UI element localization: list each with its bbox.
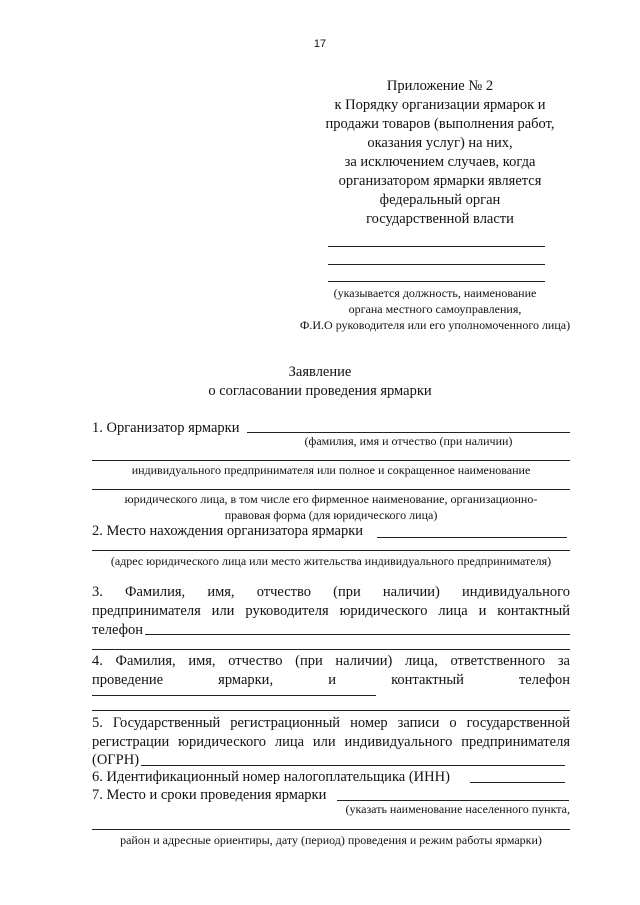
appendix-line: продажи товаров (выполнения работ, xyxy=(325,116,555,132)
note-line: юридического лица, в том числе его фирменное наименование, организационно- xyxy=(124,492,538,506)
item-2-label: 2. Место нахождения организатора ярмарки xyxy=(92,523,364,539)
item-3-field-2[interactable] xyxy=(92,649,570,650)
title-line: Заявление xyxy=(288,364,352,380)
item-5-field[interactable] xyxy=(141,765,565,766)
item-5-line: 5. Государственный регистрационный номер записи о государственной xyxy=(92,715,570,731)
item-3-field[interactable] xyxy=(145,634,570,635)
note-line: органа местного самоуправления, xyxy=(348,302,522,316)
addressee-note xyxy=(250,285,620,333)
item-4-field[interactable] xyxy=(92,695,376,696)
item-1-note: (фамилия, имя и отчество (при наличии) xyxy=(304,434,513,448)
item-1-note xyxy=(92,491,570,523)
item-7-label: 7. Место и сроки проведения ярмарки xyxy=(92,787,327,803)
item-5-line: (ОГРН) xyxy=(92,752,140,768)
addressee-line[interactable] xyxy=(328,281,545,282)
item-6-label: 6. Идентификационный номер налогоплательщика (ИНН) xyxy=(92,769,450,785)
title-line: о согласовании проведения ярмарки xyxy=(208,383,432,399)
note-line: правовая форма (для юридического лица) xyxy=(224,508,438,522)
item-4-field-2[interactable] xyxy=(92,710,570,711)
item-4-line: 4. Фамилия, имя, отчество (при наличии) лица, ответственного за xyxy=(92,653,570,669)
appendix-line: за исключением случаев, когда xyxy=(344,154,536,170)
appendix-line: организатором ярмарки является xyxy=(338,173,542,189)
item-5-line: регистрации юридического лица или индивидуального предпринимателя xyxy=(92,734,570,750)
appendix-header xyxy=(315,77,565,229)
appendix-line: оказания услуг) на них, xyxy=(367,135,513,151)
item-3-line: телефон xyxy=(92,622,144,638)
item-2-note: (адрес юридического лица или место жительства индивидуального предпринимателя) xyxy=(110,554,552,568)
appendix-line: федеральный орган xyxy=(379,192,501,208)
addressee-line[interactable] xyxy=(328,264,545,265)
item-3-line: предпринимателя или руководителя юридического лица и контактный xyxy=(92,603,570,619)
item-1-field-2[interactable] xyxy=(92,460,570,461)
page-number: 17 xyxy=(313,38,327,50)
item-2-field-2[interactable] xyxy=(92,550,570,551)
item-7-field-2[interactable] xyxy=(92,829,570,830)
item-1-label: 1. Организатор ярмарки xyxy=(92,420,240,436)
item-1-field-3[interactable] xyxy=(92,489,570,490)
item-4-line: проведение ярмарки, и контактный телефон xyxy=(92,672,570,688)
appendix-line: государственной власти xyxy=(366,211,514,227)
note-line: Ф.И.О руководителя или его уполномоченного лица) xyxy=(299,318,571,332)
item-3-line: 3. Фамилия, имя, отчество (при наличии) индивидуального xyxy=(92,584,570,600)
appendix-line: к Порядку организации ярмарок и xyxy=(334,97,546,113)
item-7-note: (указать наименование населенного пункта, xyxy=(345,802,570,816)
appendix-line: Приложение № 2 xyxy=(386,78,494,94)
document-title xyxy=(0,363,640,401)
addressee-line[interactable] xyxy=(328,246,545,247)
item-1-note: индивидуального предпринимателя или полное и сокращенное наименование xyxy=(131,463,531,477)
item-6-field[interactable] xyxy=(470,782,565,783)
item-2-field[interactable] xyxy=(377,537,567,538)
note-line: (указывается должность, наименование xyxy=(333,286,537,300)
item-7-note: район и адресные ориентиры, дату (период) проведения и режим работы ярмарки) xyxy=(120,833,542,847)
